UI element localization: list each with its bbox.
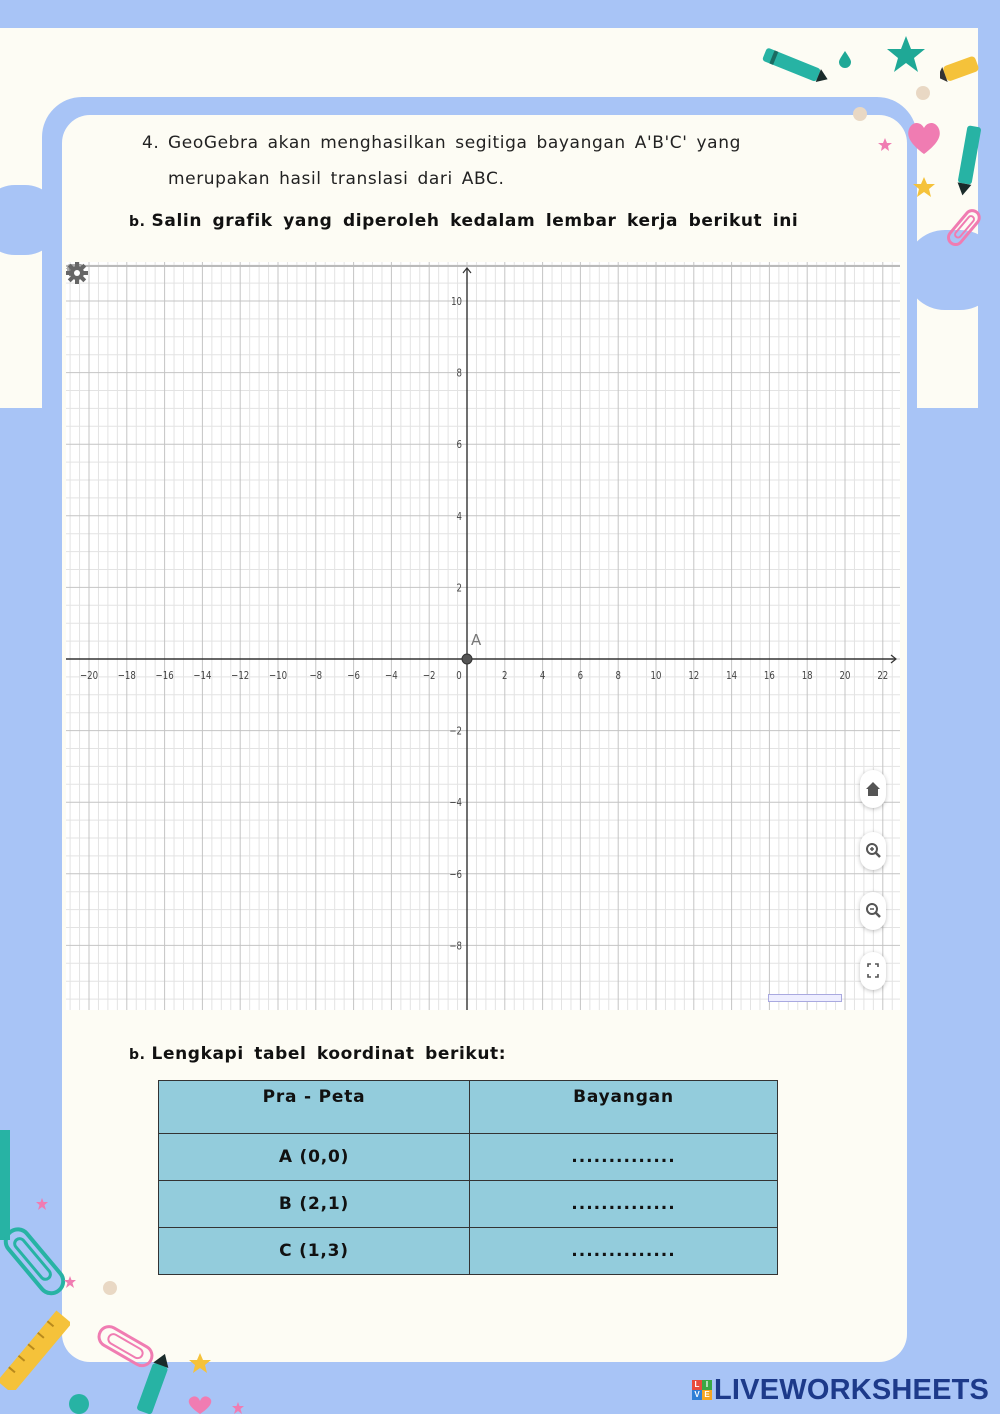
copy-graph-text: Salin grafik yang diperoleh kedalam lembar kerja berikut ini	[151, 211, 799, 231]
star-icon	[36, 1198, 48, 1210]
fullscreen-button[interactable]	[860, 952, 886, 990]
coordinate-grid[interactable]	[66, 262, 900, 1010]
x-tick-label: 14	[726, 670, 738, 683]
x-tick-label: −8	[309, 670, 323, 683]
scroll-indicator[interactable]	[768, 994, 842, 1002]
image-answer-cell[interactable]: ..............	[470, 1134, 778, 1181]
x-tick-label: 0	[456, 670, 462, 683]
point-a-label: A	[471, 631, 482, 649]
x-tick-label: 8	[615, 670, 621, 683]
drop-icon	[66, 1390, 92, 1414]
liveworksheets-logo	[692, 1373, 989, 1407]
star-icon	[232, 1402, 244, 1414]
x-tick-label: 2	[502, 670, 508, 683]
x-tick-label: −20	[79, 670, 99, 683]
logo-text: LIVEWORKSHEETS	[714, 1373, 990, 1406]
image-answer-cell[interactable]: ..............	[470, 1181, 778, 1228]
zoom-out-icon	[860, 892, 886, 930]
home-icon	[860, 770, 886, 808]
logo-letter: V	[692, 1390, 702, 1400]
header-pre-image: Pra - Peta	[159, 1081, 470, 1134]
x-tick-label: 4	[539, 670, 546, 683]
paperclip-icon	[0, 1220, 72, 1300]
drop-icon	[838, 50, 852, 68]
x-tick-label: −2	[422, 670, 436, 683]
pre-image-cell: A (0,0)	[159, 1134, 470, 1181]
x-tick-label: 20	[839, 670, 851, 683]
y-tick-label: 6	[456, 439, 462, 452]
pre-image-cell: C (1,3)	[159, 1228, 470, 1275]
dot-decoration	[100, 1278, 120, 1298]
image-answer-cell[interactable]: ..............	[470, 1228, 778, 1275]
x-tick-label: −4	[385, 670, 398, 683]
table-heading	[129, 1044, 506, 1064]
y-tick-label: −8	[449, 940, 462, 953]
x-tick-label: 16	[763, 670, 775, 683]
coordinate-table	[158, 1080, 778, 1275]
heart-icon	[184, 1396, 216, 1414]
table-row	[159, 1181, 778, 1228]
crayon-icon	[956, 120, 982, 196]
logo-mark	[692, 1380, 712, 1400]
ruler-icon	[0, 1310, 70, 1390]
step-4-line-2: merupakan hasil translasi dari ABC.	[168, 169, 505, 189]
y-tick-label: −2	[449, 725, 462, 738]
top-strip	[0, 0, 1000, 28]
paperclip-icon	[944, 204, 984, 254]
x-tick-label: 6	[577, 670, 584, 683]
dot-decoration	[850, 104, 890, 204]
table-row	[159, 1228, 778, 1275]
step-number: 4.	[142, 133, 160, 153]
section-letter: b.	[129, 1047, 146, 1063]
home-button[interactable]	[860, 770, 886, 808]
copy-graph-heading	[129, 211, 798, 231]
crayon-icon	[940, 52, 980, 86]
y-tick-label: 4	[456, 510, 462, 524]
crayon-icon	[136, 1354, 172, 1414]
heart-icon	[904, 118, 944, 156]
logo-letter: L	[692, 1380, 702, 1390]
header-image: Bayangan	[470, 1081, 778, 1134]
crayon-icon	[752, 44, 832, 88]
x-tick-label: −14	[193, 670, 212, 683]
x-tick-label: −10	[268, 670, 288, 683]
zoom-in-icon	[860, 832, 886, 870]
table-row	[159, 1134, 778, 1181]
fullscreen-icon	[860, 952, 886, 990]
y-tick-label: 2	[456, 582, 462, 595]
x-tick-label: 12	[688, 670, 700, 683]
x-tick-label: 18	[801, 670, 813, 683]
zoom-out-button[interactable]	[860, 892, 886, 930]
logo-letter: E	[702, 1390, 712, 1400]
settings-icon[interactable]	[66, 262, 88, 284]
y-tick-label: −6	[449, 868, 462, 882]
section-letter: b.	[129, 214, 146, 230]
y-tick-label: −4	[449, 797, 462, 810]
star-icon	[64, 1276, 76, 1288]
x-tick-label: 10	[650, 670, 662, 683]
dot-decoration	[914, 84, 934, 104]
geogebra-graph[interactable]	[66, 262, 900, 1010]
x-tick-label: −12	[231, 670, 250, 683]
table-header-row	[159, 1081, 778, 1134]
zoom-in-button[interactable]	[860, 832, 886, 870]
star-icon	[878, 138, 892, 152]
x-tick-label: 22	[877, 670, 889, 683]
x-tick-label: −6	[347, 670, 360, 683]
pre-image-cell: B (2,1)	[159, 1181, 470, 1228]
step-4-line-1: GeoGebra akan menghasilkan segitiga bayangan A'B'C' yang	[168, 133, 741, 153]
y-tick-label: 10	[451, 296, 462, 309]
point-a	[462, 654, 472, 664]
x-tick-label: −16	[155, 670, 174, 683]
star-icon	[884, 34, 928, 74]
table-heading-text: Lengkapi tabel koordinat berikut:	[151, 1044, 507, 1064]
step-4-instruction	[142, 125, 762, 197]
y-tick-label: 8	[456, 367, 462, 380]
star-icon	[188, 1352, 212, 1374]
star-icon	[912, 176, 936, 198]
x-tick-label: −18	[117, 670, 136, 683]
logo-letter: I	[702, 1380, 712, 1390]
